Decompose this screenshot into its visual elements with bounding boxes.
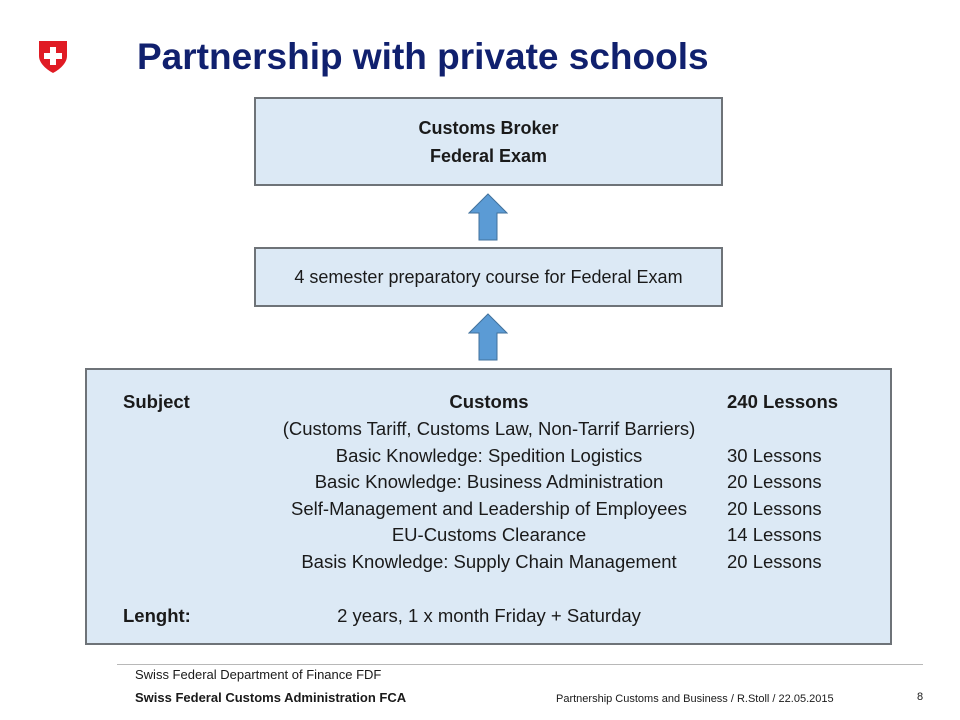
main-subject-detail: (Customs Tariff, Customs Law, Non-Tarrif Barriers) <box>282 418 696 439</box>
subject-lessons: 20 Lessons <box>727 498 822 519</box>
up-arrow-icon <box>468 313 508 361</box>
length-value: 2 years, 1 x month Friday + Saturday <box>337 605 641 626</box>
subject-lessons: 20 Lessons <box>727 471 822 492</box>
subject-name: EU-Customs Clearance <box>391 524 587 545</box>
footer-divider <box>117 664 923 665</box>
federal-exam-box <box>254 97 723 186</box>
subject-name: Basic Knowledge: Business Administration <box>314 471 664 492</box>
exam-box-line1: Customs Broker <box>418 117 559 138</box>
main-subject: Customs <box>449 391 529 412</box>
page-number: 8 <box>917 691 924 703</box>
course-box-label: 4 semester preparatory course for Federal Exam <box>294 266 683 287</box>
footer-department: Swiss Federal Department of Finance FDF <box>135 667 382 682</box>
preparatory-course-box <box>254 247 723 307</box>
footer-presentation-info: Partnership Customs and Business / R.Stoll / 22.05.2015 <box>556 693 834 705</box>
subject-lessons: 30 Lessons <box>727 445 822 466</box>
subject-label: Subject <box>123 391 190 412</box>
subject-lessons: 20 Lessons <box>727 551 822 572</box>
subject-lessons: 14 Lessons <box>727 524 822 545</box>
subject-name: Self-Management and Leadership of Employees <box>291 498 687 519</box>
up-arrow-icon <box>468 193 508 241</box>
exam-box-line2: Federal Exam <box>429 145 548 166</box>
swiss-shield-icon <box>38 40 68 74</box>
subject-name: Basic Knowledge: Spedition Logistics <box>335 445 643 466</box>
footer-administration: Swiss Federal Customs Administration FCA <box>135 690 407 705</box>
page-title: Partnership with private schools <box>137 36 709 77</box>
subject-name: Basis Knowledge: Supply Chain Management <box>301 551 677 572</box>
length-label: Lenght: <box>123 605 191 626</box>
subjects-box <box>85 368 892 645</box>
main-lessons: 240 Lessons <box>727 391 839 412</box>
